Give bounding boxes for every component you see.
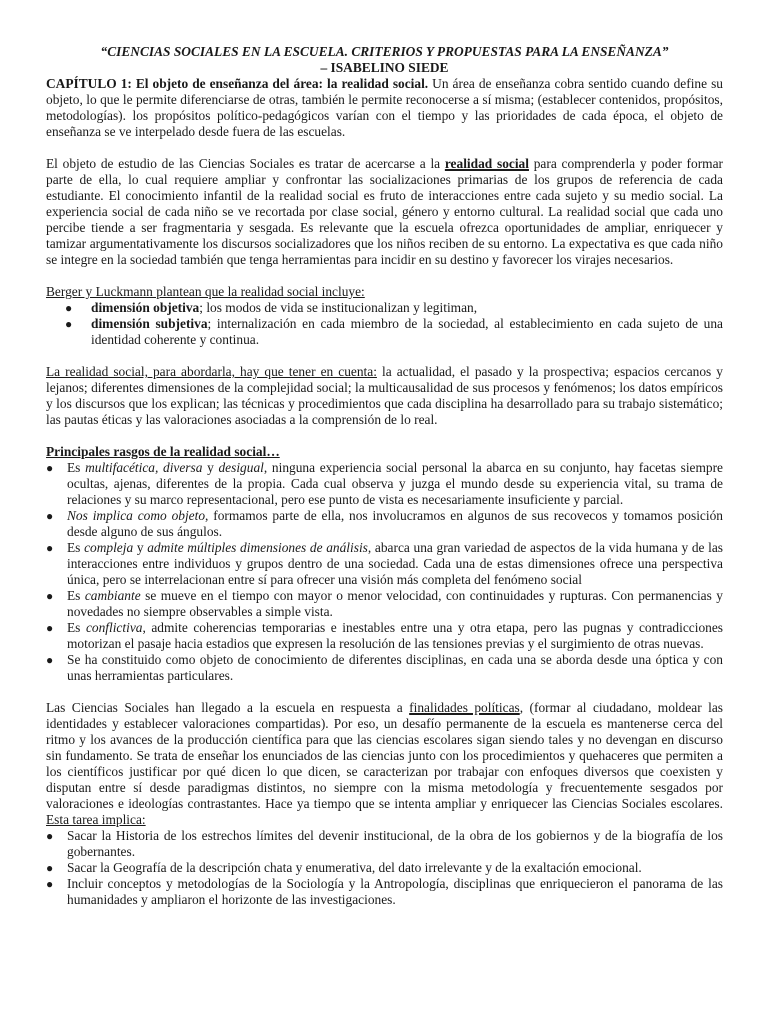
bullet-icon: ● <box>46 829 54 843</box>
berger-list <box>46 300 723 348</box>
text: la actualidad, el pasado y la prospectiva; espacios cercanos y lejanos; diferentes dimensiones de la complejidad social; la multicausalidad de sus procesos y fenómenos; los datos empíricos y los discursos que los explican; las técnicas y procedimientos que cada disciplina ha desarrollado para su trabajo sistemático; las pautas éticas y las valoraciones asociadas a la comprensión de lo real. <box>46 364 723 427</box>
document-author: – ISABELINO SIEDE <box>320 60 449 75</box>
list-item <box>46 620 723 652</box>
text: para comprenderla y poder formar parte de ella, lo cual requiere ampliar y confrontar las socializaciones primarias de los grupos de referencia de cada estudiante. El conocimiento infantil de la realidad social es fruto de interacciones entre cada sujeto y su medio social. La experiencia social de cada niño se ve recortada por clase social, género y entorno cultural. La realidad social que cada uno percibe tiende a ser fragmentaria y sesgada. Es relevante que la escuela ofrezca oportunidades de ampliar, enriquecer y tamizar argumentativamente los discursos socializadores que los niños reciben de su entorno. La expectativa es que cada niño se integre en la sociedad también que tenga herramientas para incidir en su destino y favorecer los virajes necesarios. <box>46 156 723 267</box>
text: El objeto de estudio de las Ciencias Sociales es tratar de acercarse a la <box>46 156 445 171</box>
lead-text: La realidad social, para abordarla, hay que tener en cuenta: <box>46 364 377 379</box>
text: conflictiva <box>85 620 143 635</box>
text: Se ha constituido como objeto de conocimiento de diferentes disciplinas, en cada una se aborda desde una óptica y con unas herramientas particulares. <box>67 652 723 683</box>
text: , (formar al ciudadano, moldear las identidades y establecer valoraciones compartidas). Por eso, un desafío permanente de la escuela es mantenerse cerca del ritmo y los avances de la producción científica para que las ciencias escolares sigan siendo tales y no devengan en discurso sin fundamento. Se trata de enseñar los enunciados de las ciencias junto con los procedimientos y quehaceres que permiten a los científicos justificar por qué dicen lo que dicen, se caracterizan por trabajar con enfoques diversos que coexisten y disputan entre sí desde paradigmas distintos, no siempre con la misma metodología y frecuentemente sesgados por valoraciones e ideologías contrastantes. Hace ya tiempo que se intenta ampliar y enriquecer las Ciencias Sociales escolares. <box>46 700 723 811</box>
berger-heading-text: Berger y Luckmann plantean que la realidad social incluye: <box>46 284 365 299</box>
text: cambiante <box>84 588 141 603</box>
rasgos-list <box>46 460 723 684</box>
term-realidad-social: realidad social <box>444 156 529 171</box>
text: Es <box>67 460 86 475</box>
bullet-icon: ● <box>46 541 54 555</box>
tarea-list <box>46 828 723 908</box>
list-item <box>46 860 723 876</box>
text: Las Ciencias Sociales han llegado a la escuela en respuesta a <box>46 700 410 715</box>
paragraph-intro <box>46 76 723 140</box>
list-item <box>46 508 723 540</box>
text: ; internalización en cada miembro de la sociedad, al establecimiento en cada sujeto de una identidad coherente y continua. <box>91 316 723 347</box>
text: Nos implica como objeto <box>67 508 206 523</box>
text: , admite coherencias temporarias e inestables entre una y otra etapa, pero las pugnas y contradicciones motorizan el pasaje hacia estadios que expresen la resolución de las tensiones previas y el surgimiento de otras nuevas. <box>67 620 723 651</box>
text: , formamos parte de ella, nos involucramos en algunos de sus recovecos y tomamos posición desde alguno de sus ángulos. <box>67 508 723 539</box>
text: y <box>133 540 148 555</box>
text: Sacar la Historia de los estrechos límites del devenir institucional, de la obra de los gobiernos y de la biografía de los gobernantes. <box>67 828 723 859</box>
text: Sacar la Geografía de la descripción chata y enumerativa, del dato irrelevante y de la exaltación emocional. <box>67 860 642 875</box>
text: y <box>202 460 219 475</box>
bullet-icon: ● <box>46 877 54 891</box>
bullet-icon: ● <box>65 317 73 331</box>
berger-heading <box>46 284 723 300</box>
chapter-heading: CAPÍTULO 1: El objeto de enseñanza del área: la realidad social. <box>46 76 429 91</box>
bullet-icon: ● <box>65 301 73 315</box>
bullet-icon: ● <box>46 653 54 667</box>
text: Es <box>67 588 85 603</box>
term-finalidades-politicas: finalidades políticas <box>409 700 520 715</box>
intro-text: Un área de enseñanza cobra sentido cuando define su objeto, lo que le permite diferenciarse de otras, también le permite reconocerse a sí misma; (establecer contenidos, propósitos, metodologías). los propósitos político-pedagógicos varían con el tiempo y las prioridades de cada época, el objeto de enseñanza se ve interpelado desde fuera de las escuelas. <box>46 76 723 139</box>
bullet-icon: ● <box>46 621 54 635</box>
list-item <box>46 540 723 588</box>
rasgos-heading-text: Principales rasgos de la realidad social… <box>46 444 280 459</box>
text: Es <box>67 620 86 635</box>
text: ; los modos de vida se institucionalizan y legitiman, <box>199 300 478 315</box>
text: , abarca una gran variedad de aspectos de la vida humana y de las interacciones entre individuos y grupos dentro de una sociedad. Cada una de estas dimensiones ofrece una perspectiva única, pero se interrelacionan entre sí para ofrecer una visión más completa del fenómeno social <box>67 540 723 587</box>
list-item <box>46 652 723 684</box>
term: dimensión subjetiva <box>91 316 208 331</box>
paragraph-abordar <box>46 364 723 428</box>
bullet-icon: ● <box>46 461 54 475</box>
list-item <box>46 828 723 860</box>
document-title: “CIENCIAS SOCIALES EN LA ESCUELA. CRITERIOS Y PROPUESTAS PARA LA ENSEÑANZA” <box>100 44 669 59</box>
text: admite múltiples dimensiones de análisis <box>147 540 368 555</box>
tarea-lead: Esta tarea implica: <box>46 812 146 827</box>
text: multifacética, diversa <box>85 460 203 475</box>
paragraph-finalidades <box>46 700 723 828</box>
text: se mueve en el tiempo con mayor o menor velocidad, con continuidades y rupturas. Con permanencias y novedades no siempre observables a simple vista. <box>67 588 723 619</box>
bullet-icon: ● <box>46 589 54 603</box>
term: dimensión objetiva <box>91 300 200 315</box>
text: , ninguna experiencia social personal la abarca en su conjunto, hay facetas siempre ocultas, ajenas, diferentes de la propia. Cada cual observa y juzga el mundo desde su experiencia vital, su trama de relaciones y su marco representacional, pero ese punto de vista es necesariamente insuficiente y parcial. <box>67 460 723 507</box>
text: compleja <box>84 540 134 555</box>
list-item <box>46 316 723 348</box>
list-item <box>46 300 723 316</box>
rasgos-heading <box>46 444 723 460</box>
paragraph-objeto <box>46 156 723 268</box>
text: desigual <box>218 460 264 475</box>
text: Es <box>67 540 85 555</box>
list-item <box>46 588 723 620</box>
bullet-icon: ● <box>46 509 54 523</box>
bullet-icon: ● <box>46 861 54 875</box>
text: Incluir conceptos y metodologías de la Sociología y la Antropología, disciplinas que enriquecieron el panorama de las humanidades y ampliaron el horizonte de las investigaciones. <box>67 876 723 907</box>
list-item <box>46 460 723 508</box>
list-item <box>46 876 723 908</box>
